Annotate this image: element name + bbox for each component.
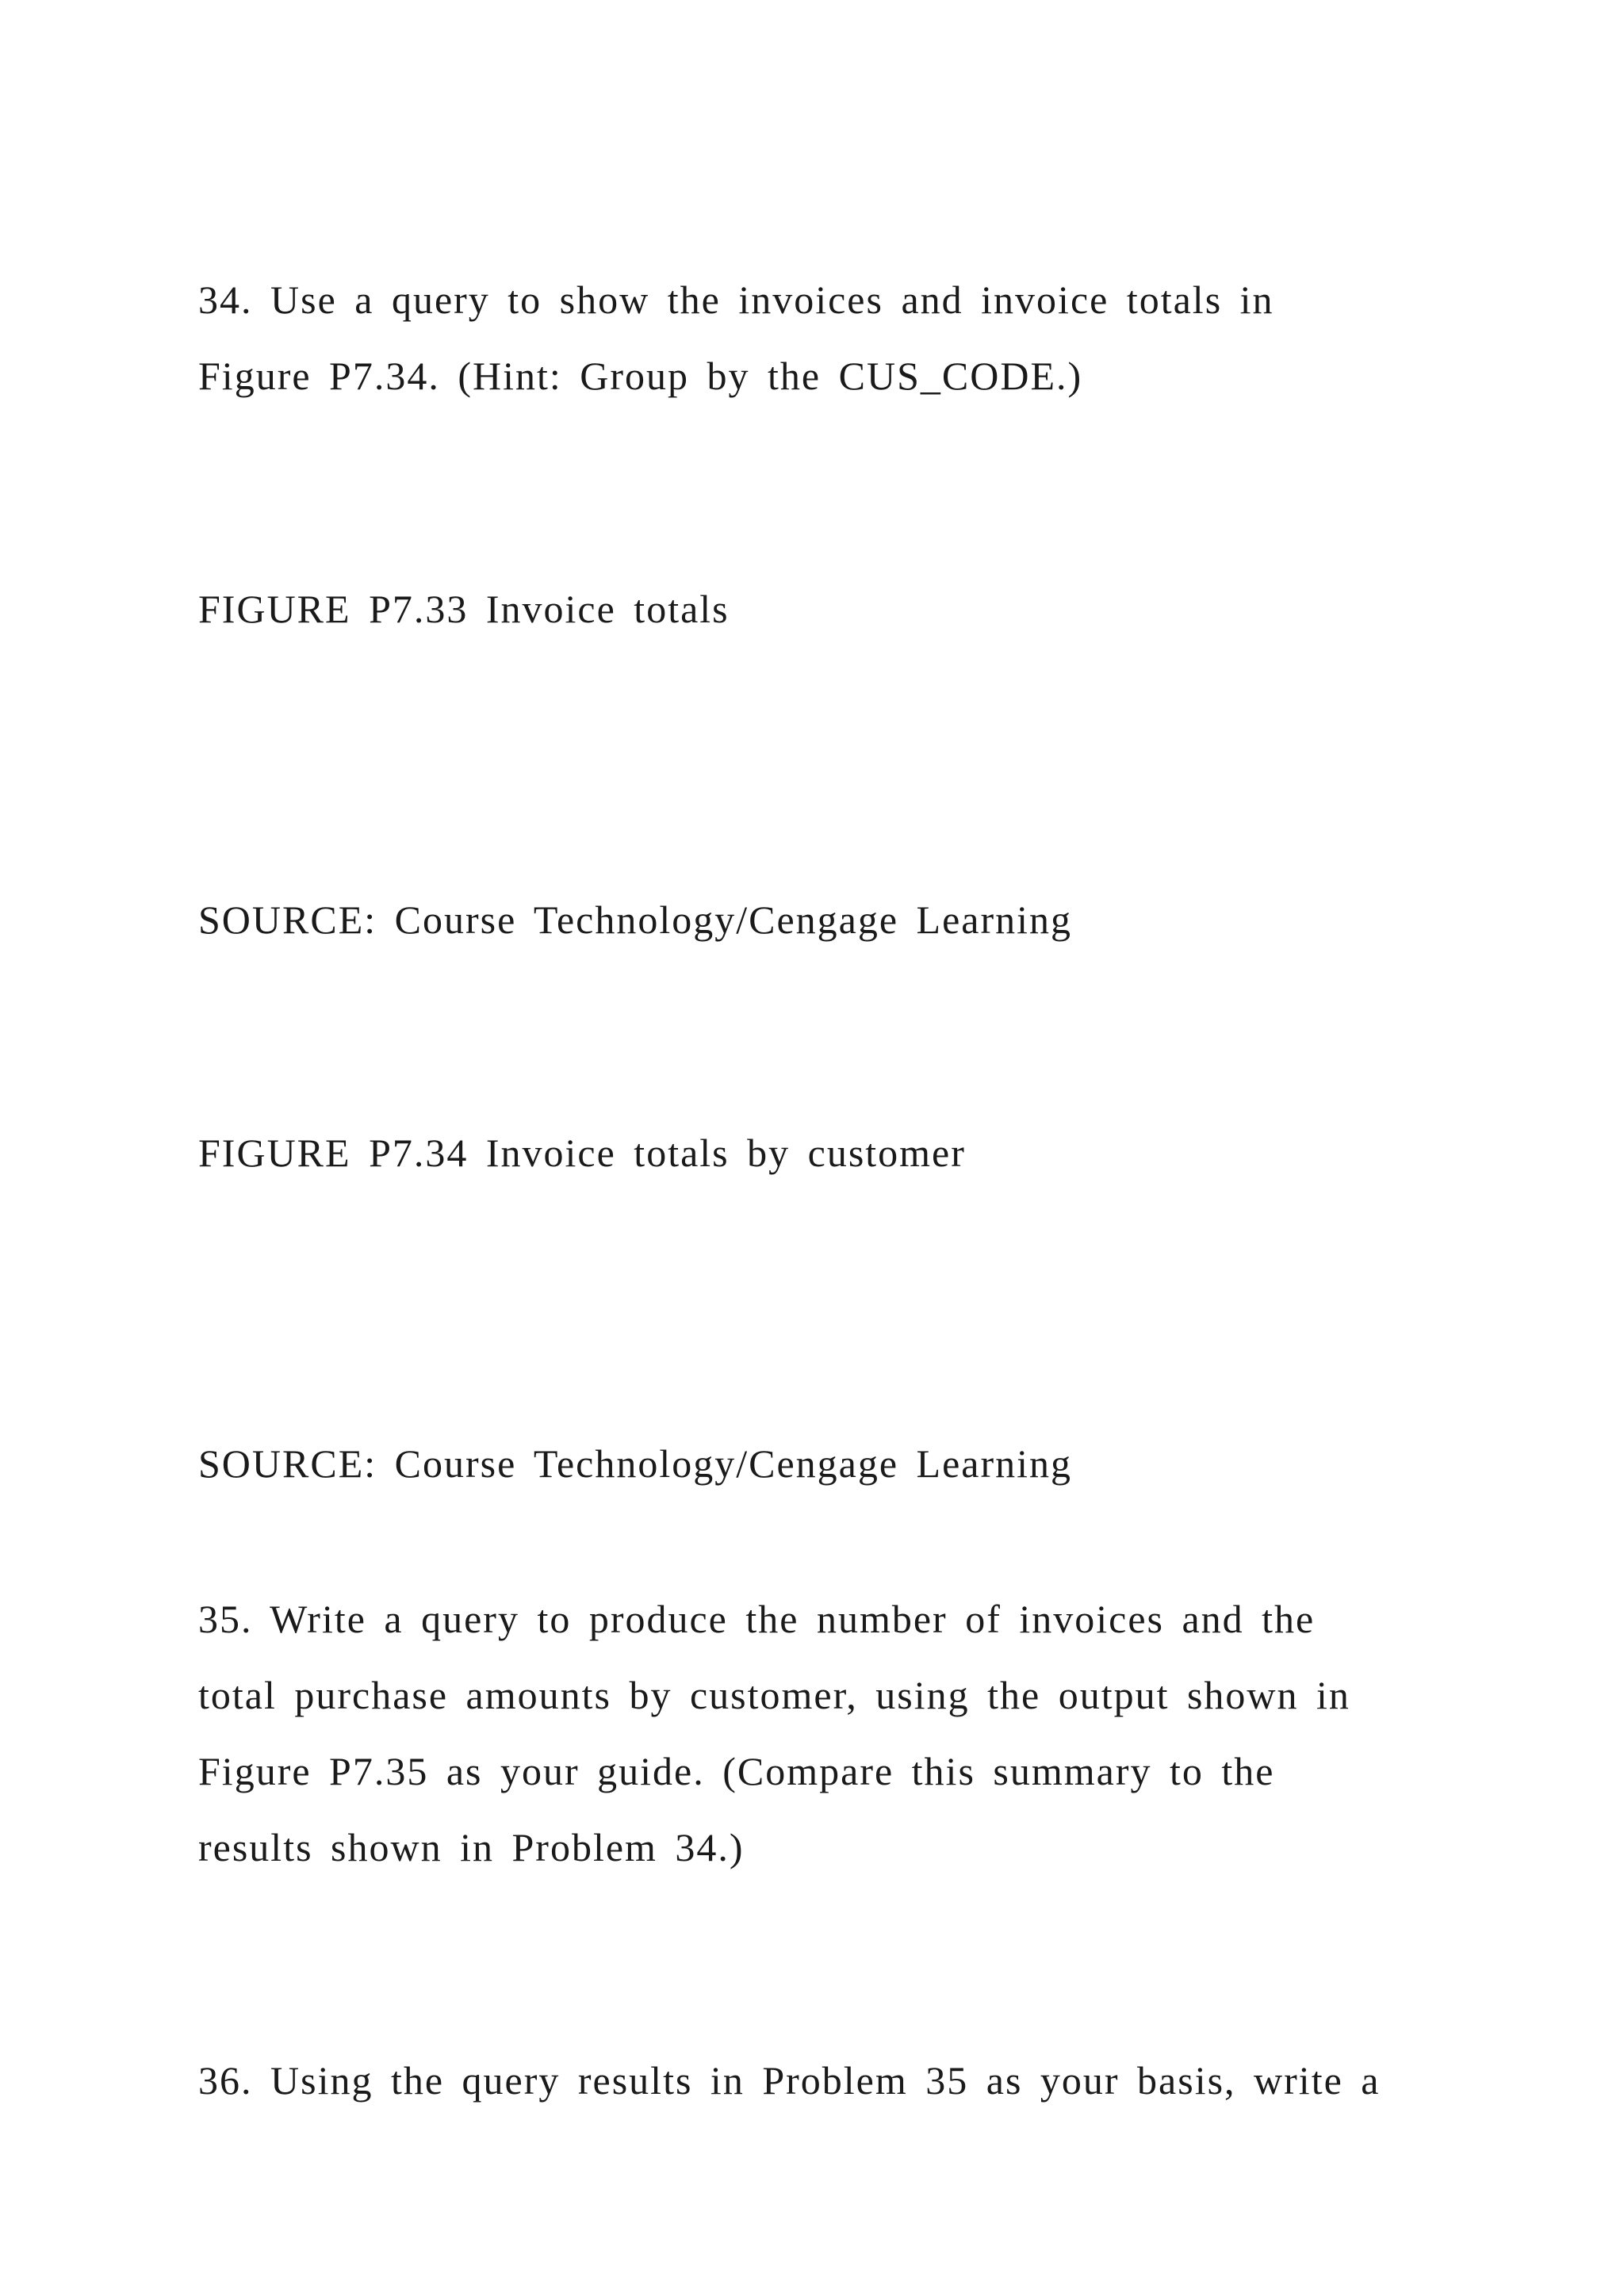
problem-35-text-line-4: results shown in Problem 34.) [198, 1825, 745, 1869]
figure-p7-34-source: SOURCE: Course Technology/Cengage Learning [198, 1441, 1073, 1486]
problem-35-text-line-2: total purchase amounts by customer, using the output shown in [198, 1673, 1350, 1717]
problem-35-text-line-3: Figure P7.35 as your guide. (Compare this summary to the [198, 1749, 1275, 1793]
problem-34-text-line-1: 34. Use a query to show the invoices and invoice totals in [198, 277, 1274, 322]
problem-36-text-line-1: 36. Using the query results in Problem 35 as your basis, write a [198, 2058, 1381, 2103]
problem-34-text-line-2: Figure P7.34. (Hint: Group by the CUS_CODE.) [198, 354, 1083, 398]
figure-p7-34-caption: FIGURE P7.34 Invoice totals by customer [198, 1131, 966, 1175]
problem-35-text-line-1: 35. Write a query to produce the number of invoices and the [198, 1597, 1316, 1641]
figure-p7-33-caption: FIGURE P7.33 Invoice totals [198, 587, 730, 631]
figure-p7-33-source: SOURCE: Course Technology/Cengage Learning [198, 897, 1073, 942]
